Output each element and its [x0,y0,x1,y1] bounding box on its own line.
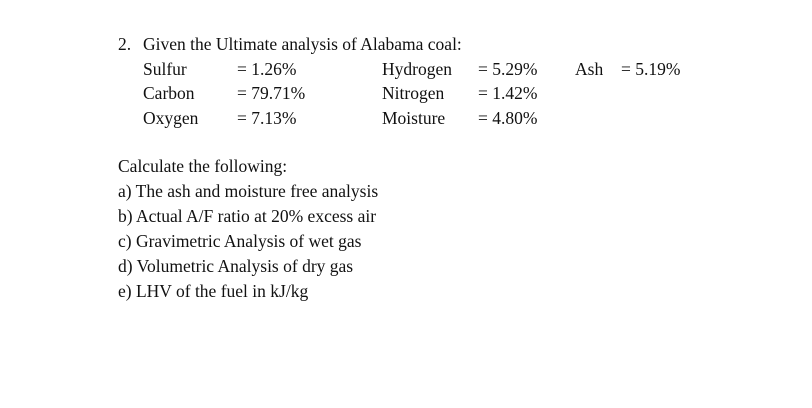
task-intro: Calculate the following: [118,156,288,176]
component-name-sulfur: Sulfur [143,59,187,79]
component-value-ash: = 5.19% [621,59,681,79]
component-value-sulfur: = 1.26% [237,59,297,79]
component-value-oxygen: = 7.13% [237,108,297,128]
component-value-nitrogen: = 1.42% [478,83,538,103]
component-name-moisture: Moisture [382,108,446,128]
problem-prompt: Given the Ultimate analysis of Alabama coal: [143,34,462,54]
component-name-hydrogen: Hydrogen [382,59,452,79]
component-name-ash: Ash [575,59,604,79]
component-value-moisture: = 4.80% [478,108,538,128]
task-item-b: b) Actual A/F ratio at 20% excess air [118,206,377,226]
task-item-a: a) The ash and moisture free analysis [118,181,379,201]
task-item-d: d) Volumetric Analysis of dry gas [118,256,354,276]
problem-number: 2. [118,34,132,54]
component-value-hydrogen: = 5.29% [478,59,538,79]
task-item-c: c) Gravimetric Analysis of wet gas [118,231,362,251]
component-name-carbon: Carbon [143,83,195,103]
task-item-e: e) LHV of the fuel in kJ/kg [118,281,309,301]
component-name-nitrogen: Nitrogen [382,83,445,103]
component-value-carbon: = 79.71% [237,83,306,103]
component-name-oxygen: Oxygen [143,108,199,128]
